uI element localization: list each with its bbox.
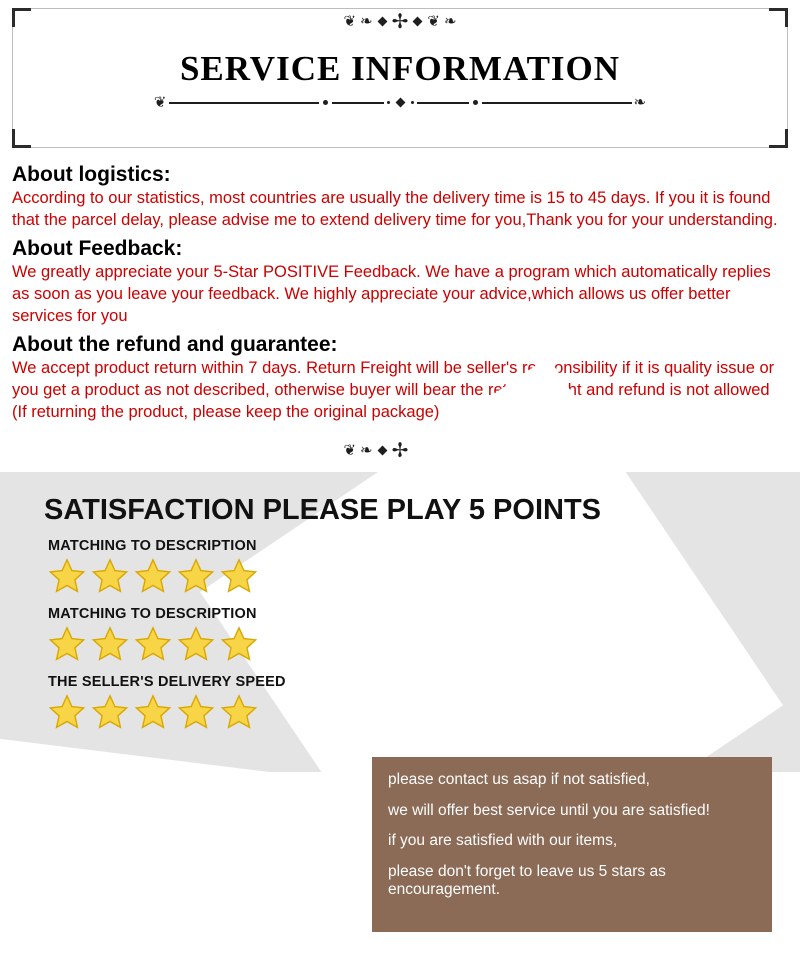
flourish-ornament-icon-divider: ❦ ❧ ✢ (0, 440, 800, 462)
star-rating-2 (48, 625, 263, 663)
star-icon (220, 625, 258, 663)
star-icon (134, 625, 172, 663)
rating-row-1 (48, 538, 263, 595)
star-icon (91, 693, 129, 731)
star-icon (91, 557, 129, 595)
rating-row-3 (48, 674, 286, 731)
satisfaction-title: SATISFACTION PLEASE PLAY 5 POINTS (44, 494, 602, 527)
note-line-3: if you are satisfied with our items, (388, 832, 618, 850)
section-body-feedback: We greatly appreciate your 5-Star POSITIVE Feedback. We have a program which automatically replies as soon as you leave your feedback. We highly appreciate your advice,which allows us offer better services for you (12, 263, 771, 326)
page-title: SERVICE INFORMATION (179, 49, 621, 88)
star-rating-3 (48, 693, 286, 731)
corner-decoration-bottom-left (12, 129, 31, 148)
star-icon (220, 693, 258, 731)
star-rating-1 (48, 557, 263, 595)
star-icon (134, 557, 172, 595)
star-icon (48, 625, 86, 663)
star-icon (48, 557, 86, 595)
rating-label-1: MATCHING TO DESCRIPTION (48, 538, 257, 555)
satisfaction-panel (0, 472, 800, 899)
corner-decoration-bottom-right (769, 129, 788, 148)
star-icon (220, 557, 258, 595)
note-line-4: please don't forget to leave us 5 stars as encouragement. (388, 862, 666, 899)
header-panel (12, 8, 788, 148)
star-icon (134, 693, 172, 731)
star-icon (177, 557, 215, 595)
section-body-logistics: According to our statistics, most countries are usually the delivery time is 15 to 45 days. If you it is found that the parcel delay, please advise me to extend delivery time for you,Thank you for your understanding. (12, 189, 778, 230)
star-icon (48, 693, 86, 731)
section-heading-logistics: About logistics: (12, 163, 171, 186)
star-icon (177, 693, 215, 731)
star-icon (91, 625, 129, 663)
rating-row-2 (48, 606, 263, 663)
section-body-refund: We accept product return within 7 days. Return Freight will be seller's responsibility if it is quality issue or you get a product as not described, otherwise buyer will bear the return freight and refund is not allowed (If returning the product, please keep the original package) (12, 359, 775, 422)
star-icon (177, 625, 215, 663)
flourish-ornament-icon-bottom: ❦ ❧ (153, 93, 647, 112)
rating-label-2: MATCHING TO DESCRIPTION (48, 606, 257, 623)
section-heading-refund: About the refund and guarantee: (12, 333, 338, 357)
service-information-content (12, 162, 788, 424)
service-note-box (372, 757, 772, 932)
section-heading-feedback: About Feedback: (12, 237, 183, 261)
note-line-1: please contact us asap if not satisfied, (388, 771, 650, 789)
flourish-ornament-icon-top: ❦ ❧ ✢ ❦ ❧ (343, 9, 457, 33)
rating-label-3: THE SELLER'S DELIVERY SPEED (48, 674, 286, 691)
note-line-2: we will offer best service until you are satisfied! (388, 801, 710, 819)
